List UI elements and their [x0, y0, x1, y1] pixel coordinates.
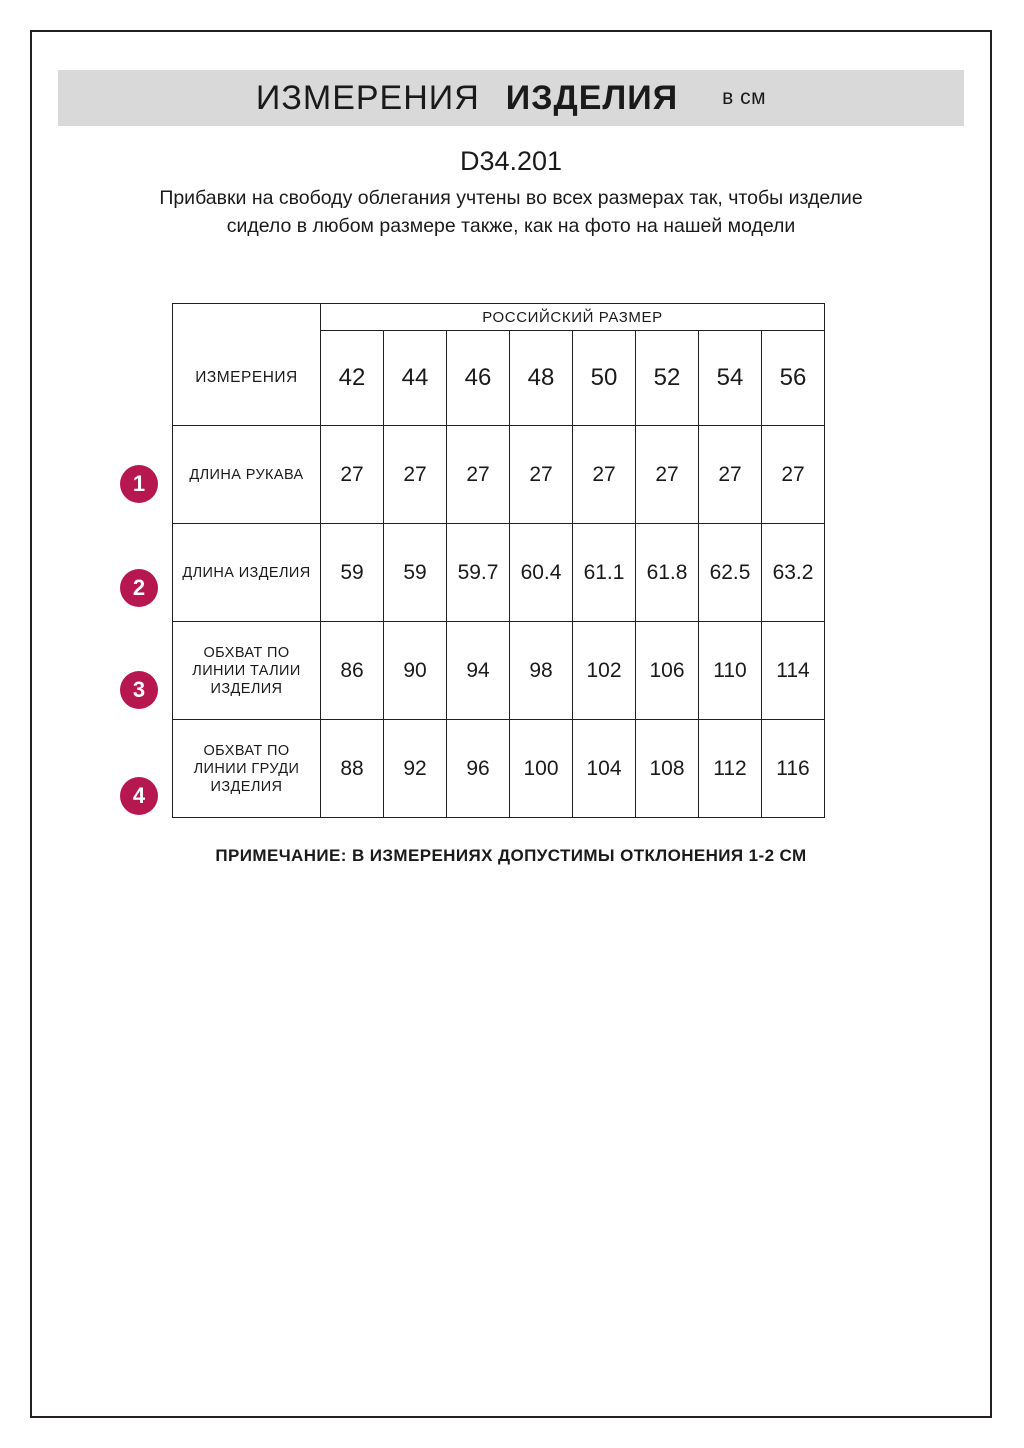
row-marker-4: 4: [120, 777, 158, 815]
footnote-tolerance: ПРИМЕЧАНИЕ: В ИЗМЕРЕНИЯХ ДОПУСТИМЫ ОТКЛОНЕНИЯ 1-2 СМ: [215, 846, 807, 866]
cell-sleeve-48: 27: [510, 426, 573, 524]
intro-note: Прибавки на свободу облегания учтены во всех размерах так, чтобы изделие сидело в любом размере также, как на фото на нашей модели: [159, 187, 863, 237]
document-content: [32, 32, 990, 866]
row-marker-2: 2: [120, 569, 158, 607]
cell-chest-44: 92: [384, 720, 447, 818]
cell-chest-54: 112: [699, 720, 762, 818]
cell-length-54: 62.5: [699, 524, 762, 622]
table-header-group-row: [173, 304, 825, 331]
row-marker-3: 3: [120, 671, 158, 709]
size-table-wrapper: [32, 303, 990, 818]
row-label-product-length: ДЛИНА ИЗДЕЛИЯ: [173, 524, 321, 622]
header-russian-size: РОССИЙСКИЙ РАЗМЕР: [321, 304, 825, 331]
cell-sleeve-54: 27: [699, 426, 762, 524]
table-row: [173, 426, 825, 524]
cell-chest-46: 96: [447, 720, 510, 818]
cell-chest-52: 108: [636, 720, 699, 818]
table-header-size-row: [173, 331, 825, 426]
cell-sleeve-46: 27: [447, 426, 510, 524]
header-unit-label: в см: [722, 86, 767, 109]
header-size-44: 44: [384, 331, 447, 426]
header-title-measurements: ИЗМЕРЕНИЯ: [255, 78, 480, 117]
header-size-54: 54: [699, 331, 762, 426]
size-table: [172, 303, 825, 818]
row-label-chest-girth: ОБХВАТ ПО ЛИНИИ ГРУДИ ИЗДЕЛИЯ: [173, 720, 321, 818]
cell-waist-54: 110: [699, 622, 762, 720]
cell-waist-46: 94: [447, 622, 510, 720]
table-row: [173, 524, 825, 622]
cell-length-52: 61.8: [636, 524, 699, 622]
table-row: [173, 622, 825, 720]
cell-length-50: 61.1: [573, 524, 636, 622]
cell-length-46: 59.7: [447, 524, 510, 622]
cell-length-48: 60.4: [510, 524, 573, 622]
cell-sleeve-50: 27: [573, 426, 636, 524]
cell-waist-48: 98: [510, 622, 573, 720]
row-label-waist-girth: ОБХВАТ ПО ЛИНИИ ТАЛИИ ИЗДЕЛИЯ: [173, 622, 321, 720]
row-label-sleeve-length: ДЛИНА РУКАВА: [173, 426, 321, 524]
header-title-product: ИЗДЕЛИЯ: [505, 78, 679, 117]
cell-sleeve-42: 27: [321, 426, 384, 524]
header-size-52: 52: [636, 331, 699, 426]
cell-chest-48: 100: [510, 720, 573, 818]
cell-length-42: 59: [321, 524, 384, 622]
model-code: D34.201: [459, 146, 563, 176]
row-marker-1: 1: [120, 465, 158, 503]
cell-sleeve-56: 27: [762, 426, 825, 524]
cell-waist-52: 106: [636, 622, 699, 720]
table-row: [173, 720, 825, 818]
cell-sleeve-44: 27: [384, 426, 447, 524]
cell-length-44: 59: [384, 524, 447, 622]
cell-waist-44: 90: [384, 622, 447, 720]
cell-sleeve-52: 27: [636, 426, 699, 524]
header-measurements-label: ИЗМЕРЕНИЯ: [173, 331, 321, 426]
cell-chest-50: 104: [573, 720, 636, 818]
header-corner-cell: [173, 304, 321, 331]
header-size-48: 48: [510, 331, 573, 426]
header-size-56: 56: [762, 331, 825, 426]
header-size-42: 42: [321, 331, 384, 426]
document-header-band: [58, 70, 964, 126]
header-size-46: 46: [447, 331, 510, 426]
cell-waist-42: 86: [321, 622, 384, 720]
cell-waist-50: 102: [573, 622, 636, 720]
cell-waist-56: 114: [762, 622, 825, 720]
cell-chest-56: 116: [762, 720, 825, 818]
cell-chest-42: 88: [321, 720, 384, 818]
header-size-50: 50: [573, 331, 636, 426]
cell-length-56: 63.2: [762, 524, 825, 622]
document-page: [30, 30, 992, 1418]
